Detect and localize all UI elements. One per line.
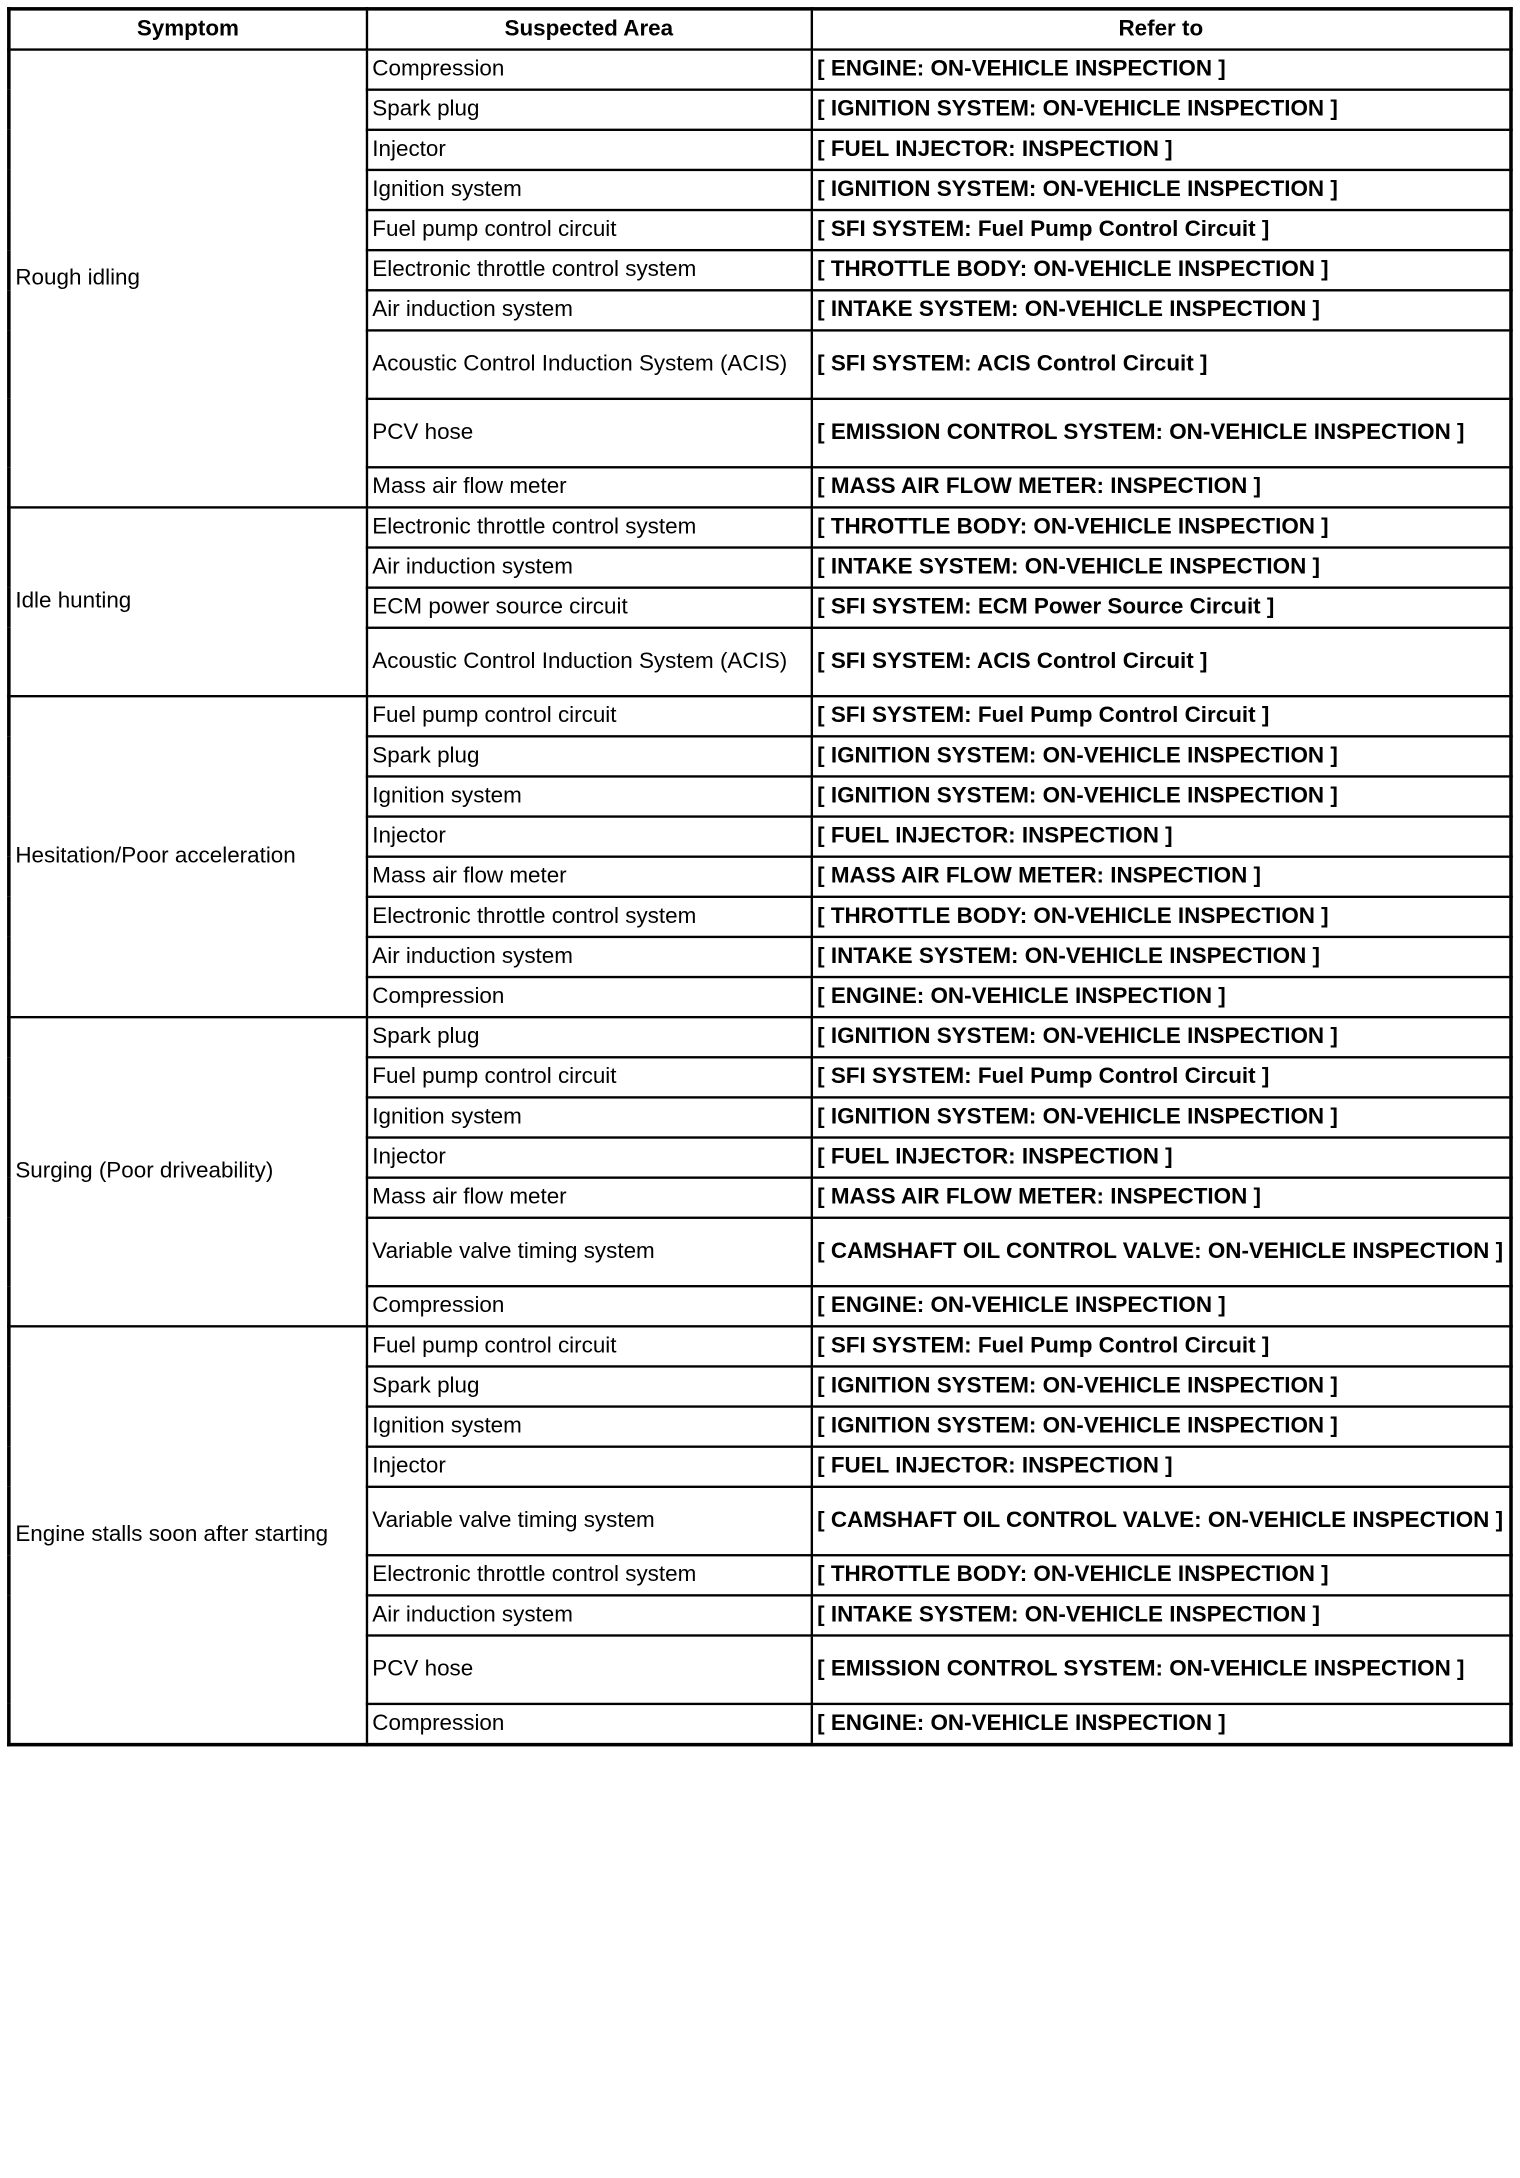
- suspected-area-cell: Compression: [366, 977, 811, 1017]
- suspected-area-cell: Spark plug: [366, 90, 811, 130]
- refer-to-cell: [ IGNITION SYSTEM: ON-VEHICLE INSPECTION ]: [811, 1407, 1511, 1447]
- suspected-area-cell: Electronic throttle control system: [366, 507, 811, 547]
- refer-to-cell: [ IGNITION SYSTEM: ON-VEHICLE INSPECTION ]: [811, 1017, 1511, 1057]
- refer-to-cell: [ INTAKE SYSTEM: ON-VEHICLE INSPECTION ]: [811, 1595, 1511, 1635]
- suspected-area-cell: PCV hose: [366, 399, 811, 467]
- suspected-area-cell: Air induction system: [366, 290, 811, 330]
- refer-to-cell: [ FUEL INJECTOR: INSPECTION ]: [811, 817, 1511, 857]
- suspected-area-cell: Acoustic Control Induction System (ACIS): [366, 330, 811, 398]
- refer-to-cell: [ IGNITION SYSTEM: ON-VEHICLE INSPECTION ]: [811, 736, 1511, 776]
- refer-to-cell: [ IGNITION SYSTEM: ON-VEHICLE INSPECTION ]: [811, 170, 1511, 210]
- suspected-area-cell: Injector: [366, 817, 811, 857]
- refer-to-cell: [ INTAKE SYSTEM: ON-VEHICLE INSPECTION ]: [811, 548, 1511, 588]
- refer-to-cell: [ IGNITION SYSTEM: ON-VEHICLE INSPECTION ]: [811, 1097, 1511, 1137]
- symptom-cell: Idle hunting: [9, 507, 367, 696]
- refer-to-cell: [ THROTTLE BODY: ON-VEHICLE INSPECTION ]: [811, 507, 1511, 547]
- refer-to-cell: [ FUEL INJECTOR: INSPECTION ]: [811, 1447, 1511, 1487]
- suspected-area-cell: Mass air flow meter: [366, 467, 811, 507]
- refer-to-cell: [ FUEL INJECTOR: INSPECTION ]: [811, 1138, 1511, 1178]
- table-row: [9, 1326, 1511, 1366]
- header-symptom: Symptom: [9, 9, 367, 50]
- refer-to-cell: [ THROTTLE BODY: ON-VEHICLE INSPECTION ]: [811, 1555, 1511, 1595]
- refer-to-cell: [ INTAKE SYSTEM: ON-VEHICLE INSPECTION ]: [811, 290, 1511, 330]
- suspected-area-cell: Ignition system: [366, 776, 811, 816]
- refer-to-cell: [ EMISSION CONTROL SYSTEM: ON-VEHICLE INSPECTION ]: [811, 1635, 1511, 1703]
- suspected-area-cell: Compression: [366, 1286, 811, 1326]
- refer-to-cell: [ IGNITION SYSTEM: ON-VEHICLE INSPECTION ]: [811, 776, 1511, 816]
- header-row: [9, 9, 1511, 50]
- refer-to-cell: [ SFI SYSTEM: ACIS Control Circuit ]: [811, 628, 1511, 696]
- refer-to-cell: [ SFI SYSTEM: Fuel Pump Control Circuit ]: [811, 1326, 1511, 1366]
- refer-to-cell: [ SFI SYSTEM: ECM Power Source Circuit ]: [811, 588, 1511, 628]
- suspected-area-cell: Ignition system: [366, 1097, 811, 1137]
- refer-to-cell: [ IGNITION SYSTEM: ON-VEHICLE INSPECTION ]: [811, 90, 1511, 130]
- suspected-area-cell: Ignition system: [366, 1407, 811, 1447]
- suspected-area-cell: Fuel pump control circuit: [366, 1057, 811, 1097]
- suspected-area-cell: Variable valve timing system: [366, 1487, 811, 1555]
- table-row: [9, 507, 1511, 547]
- header-refer-to: Refer to: [811, 9, 1511, 50]
- suspected-area-cell: Acoustic Control Induction System (ACIS): [366, 628, 811, 696]
- suspected-area-cell: Air induction system: [366, 548, 811, 588]
- refer-to-cell: [ FUEL INJECTOR: INSPECTION ]: [811, 130, 1511, 170]
- refer-to-cell: [ SFI SYSTEM: ACIS Control Circuit ]: [811, 330, 1511, 398]
- suspected-area-cell: ECM power source circuit: [366, 588, 811, 628]
- refer-to-cell: [ INTAKE SYSTEM: ON-VEHICLE INSPECTION ]: [811, 937, 1511, 977]
- suspected-area-cell: Compression: [366, 1704, 811, 1745]
- refer-to-cell: [ THROTTLE BODY: ON-VEHICLE INSPECTION ]: [811, 250, 1511, 290]
- suspected-area-cell: Fuel pump control circuit: [366, 696, 811, 736]
- refer-to-cell: [ MASS AIR FLOW METER: INSPECTION ]: [811, 1178, 1511, 1218]
- refer-to-cell: [ CAMSHAFT OIL CONTROL VALVE: ON-VEHICLE INSPECTION ]: [811, 1218, 1511, 1286]
- refer-to-cell: [ MASS AIR FLOW METER: INSPECTION ]: [811, 857, 1511, 897]
- refer-to-cell: [ SFI SYSTEM: Fuel Pump Control Circuit ]: [811, 1057, 1511, 1097]
- suspected-area-cell: Electronic throttle control system: [366, 897, 811, 937]
- suspected-area-cell: Air induction system: [366, 937, 811, 977]
- refer-to-cell: [ ENGINE: ON-VEHICLE INSPECTION ]: [811, 1704, 1511, 1745]
- suspected-area-cell: Spark plug: [366, 1366, 811, 1406]
- suspected-area-cell: Mass air flow meter: [366, 857, 811, 897]
- refer-to-cell: [ CAMSHAFT OIL CONTROL VALVE: ON-VEHICLE INSPECTION ]: [811, 1487, 1511, 1555]
- suspected-area-cell: Mass air flow meter: [366, 1178, 811, 1218]
- table-row: [9, 696, 1511, 736]
- table-row: [9, 1017, 1511, 1057]
- table-row: [9, 50, 1511, 90]
- refer-to-cell: [ ENGINE: ON-VEHICLE INSPECTION ]: [811, 1286, 1511, 1326]
- symptom-cell: Surging (Poor driveability): [9, 1017, 367, 1326]
- header-suspected-area: Suspected Area: [366, 9, 811, 50]
- refer-to-cell: [ THROTTLE BODY: ON-VEHICLE INSPECTION ]: [811, 897, 1511, 937]
- refer-to-cell: [ ENGINE: ON-VEHICLE INSPECTION ]: [811, 50, 1511, 90]
- suspected-area-cell: PCV hose: [366, 1635, 811, 1703]
- symptom-cell: Engine stalls soon after starting: [9, 1326, 367, 1744]
- suspected-area-cell: Electronic throttle control system: [366, 1555, 811, 1595]
- suspected-area-cell: Injector: [366, 130, 811, 170]
- symptom-cell: Rough idling: [9, 50, 367, 508]
- suspected-area-cell: Air induction system: [366, 1595, 811, 1635]
- refer-to-cell: [ MASS AIR FLOW METER: INSPECTION ]: [811, 467, 1511, 507]
- suspected-area-cell: Fuel pump control circuit: [366, 210, 811, 250]
- refer-to-cell: [ SFI SYSTEM: Fuel Pump Control Circuit ]: [811, 210, 1511, 250]
- suspected-area-cell: Injector: [366, 1447, 811, 1487]
- refer-to-cell: [ ENGINE: ON-VEHICLE INSPECTION ]: [811, 977, 1511, 1017]
- suspected-area-cell: Variable valve timing system: [366, 1218, 811, 1286]
- refer-to-cell: [ SFI SYSTEM: Fuel Pump Control Circuit ]: [811, 696, 1511, 736]
- suspected-area-cell: Spark plug: [366, 736, 811, 776]
- table-body: [9, 50, 1511, 1745]
- suspected-area-cell: Spark plug: [366, 1017, 811, 1057]
- suspected-area-cell: Electronic throttle control system: [366, 250, 811, 290]
- refer-to-cell: [ IGNITION SYSTEM: ON-VEHICLE INSPECTION ]: [811, 1366, 1511, 1406]
- symptom-cell: Hesitation/Poor acceleration: [9, 696, 367, 1017]
- suspected-area-cell: Fuel pump control circuit: [366, 1326, 811, 1366]
- refer-to-cell: [ EMISSION CONTROL SYSTEM: ON-VEHICLE INSPECTION ]: [811, 399, 1511, 467]
- symptom-table: [7, 7, 1513, 1746]
- suspected-area-cell: Injector: [366, 1138, 811, 1178]
- suspected-area-cell: Compression: [366, 50, 811, 90]
- suspected-area-cell: Ignition system: [366, 170, 811, 210]
